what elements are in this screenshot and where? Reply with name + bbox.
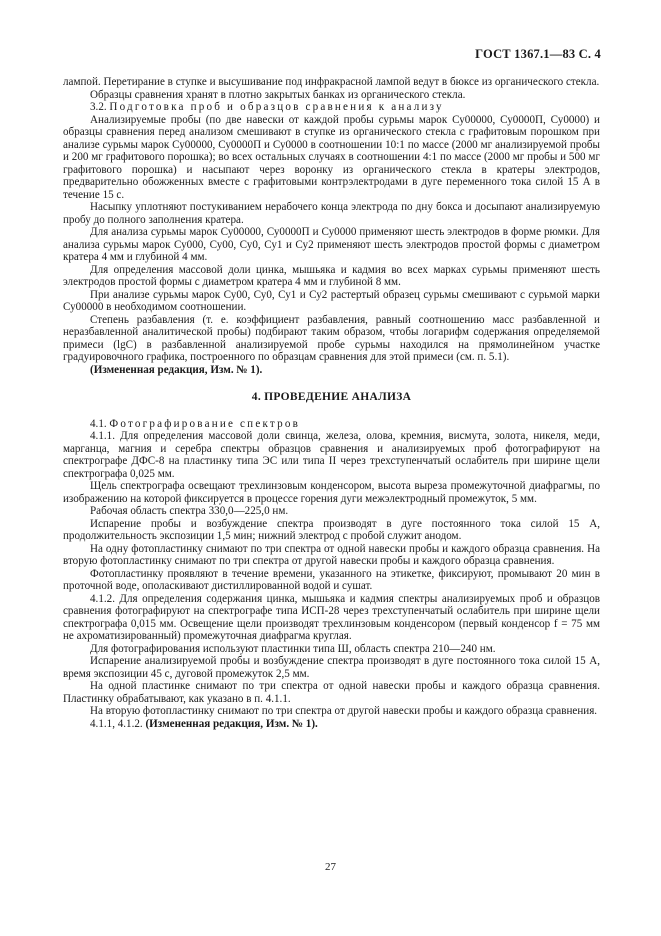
paragraph: Рабочая область спектра 330,0—225,0 нм.	[90, 505, 289, 517]
subsection-title: Подготовка проб и образцов сравнения к анализу	[109, 101, 444, 113]
paragraph: На одну фотопластинку снимают по три спектра от одной навески пробы и каждого образца сравнения. На вторую фотопластинку снимают по три спектра от другой навески пробы и каждого образца сравнения.	[63, 542, 600, 567]
section-heading-4: 4. ПРОВЕДЕНИЕ АНАЛИЗА	[251, 391, 412, 403]
paragraph: Насыпку уплотняют постукиванием нерабочего конца электрода по дну бокса и досыпают анализируемую пробу до полного заполнения кратера.	[63, 201, 600, 226]
paragraph: лампой. Перетирание в ступке и высушивание под инфракрасной лампой ведут в бюксе из органического стекла.	[63, 76, 600, 88]
revision-note-prefix: 4.1.1, 4.1.2.	[90, 717, 143, 730]
paragraph: 4.1.1. Для определения массовой доли свинца, железа, олова, кремния, висмута, золота, никеля, меди, марганца, магния и серебра спектры образцов сравнения и анализируемых проб фотографируют на спектрографе ДФС-8 на пластинку типа ЭС или типа II через трехступенчатый ослабитель при ширине щели спектрографа 0,025 мм.	[63, 430, 600, 480]
page-header: ГОСТ 1367.1—83 С. 4	[475, 47, 601, 61]
subsection-number: 3.2.	[90, 101, 107, 113]
revision-note-label: (Измененная редакция, Изм. № 1).	[145, 717, 318, 730]
document-body	[63, 76, 600, 730]
subsection-number: 4.1.	[90, 417, 107, 430]
paragraph: Анализируемые пробы (по две навески от каждой пробы сурьмы марок Су00000, Су0000П, Су0000) и образцы сравнения перед анализом смешивают в ступке из органического стекла с графитовым порошком при анализе сурьмы марок Су00000, Су0000П и Су0000 в соотношении 10:1 по массе (2000 мг анализируемой пробы и 200 мг графитового порошка); во всех остальных случаях в соотношении 4:1 по массе (2000 мг пробы и 500 мг графитового порошка) и насыпают через воронку из органического стекла в кратеры электродов, предварительно обожженных вместе с графитовыми контрэлектродами в дуге переменного тока силой 15 А в течение 15 с.	[63, 113, 600, 201]
paragraph: Образцы сравнения хранят в плотно закрытых банках из органического стекла.	[90, 88, 466, 101]
subsection-title: Фотографирование спектров	[109, 417, 301, 430]
revision-note	[63, 718, 600, 731]
paragraph: Испарение пробы и возбуждение спектра производят в дуге постоянного тока силой 15 А, продолжительность экспозиции 1,5 мин; нижний электрод с пробой служит анодом.	[63, 517, 600, 542]
paragraph: При анализе сурьмы марок Су00, Су0, Су1 и Су2 растертый образец сурьмы смешивают с сурьмой марки Су00000 в необходимом соотношении.	[63, 288, 600, 313]
paragraph: На одной пластинке снимают по три спектра от одной навески пробы и каждого образца сравнения. Пластинку обрабатывают, как указано в п. 4.1.1.	[63, 680, 600, 705]
paragraph: Фотопластинку проявляют в течение времени, указанного на этикетке, фиксируют, промывают 20 мин в проточной воде, ополаскивают дистиллированной водой и сушат.	[63, 567, 600, 592]
revision-note: (Измененная редакция, Изм. № 1).	[90, 363, 263, 376]
paragraph: 4.1.2. Для определения содержания цинка, мышьяка и кадмия спектры анализируемых проб и образцов сравнения фотографируют на спектрографе типа ИСП-28 через трехступенчатый ослабитель при ширине щели спектрографа 0,015 мм. Освещение щели производят трехлинзовым конденсором (первый конденсор f = 75 мм не ахроматизированный) промежуточная диафрагма круглая.	[63, 592, 600, 642]
paragraph: Испарение анализируемой пробы и возбуждение спектра производят в дуге постоянного тока силой 15 А, время экспозиции 45 с, дуговой промежуток 2,5 мм.	[63, 655, 600, 680]
page-number: 27	[325, 861, 336, 873]
subsection-heading-4-1	[63, 418, 600, 431]
paragraph: Для определения массовой доли цинка, мышьяка и кадмия во всех марках сурьмы применяют шесть электродов простой формы с диаметром кратера 4 мм и глубиной 8 мм.	[63, 263, 600, 288]
paragraph: Для анализа сурьмы марок Су00000, Су0000П и Су0000 применяют шесть электродов в форме рюмки. Для анализа сурьмы марок Су000, Су00, Су0, Су1 и Су2 применяют шесть электродов простой формы с диаметром кратера 4 мм и глубиной 4 мм.	[63, 226, 600, 263]
paragraph: Степень разбавления (т. е. коэффициент разбавления, равный соотношению масс разбавленной и неразбавленной аналитической пробы) подбирают таким образом, чтобы логарифм содержания определяемой примеси (lgC) в разбавленной анализируемой пробе сурьмы находился на прямолинейном участке градуировочного графика, построенного по образцам сравнения для этой примеси (см. п. 5.1).	[63, 313, 600, 363]
subsection-heading-3-2	[63, 101, 600, 114]
paragraph: Щель спектрографа освещают трехлинзовым конденсором, высота выреза промежуточной диафрагмы, по изображению на которой фиксируется в процессе горения дуги межэлектродный промежуток, 5 мм.	[63, 480, 600, 505]
paragraph: На вторую фотопластинку снимают по три спектра от другой навески пробы и каждого образца сравнения.	[90, 705, 598, 717]
paragraph: Для фотографирования используют пластинки типа Ш, область спектра 210—240 нм.	[90, 642, 496, 655]
